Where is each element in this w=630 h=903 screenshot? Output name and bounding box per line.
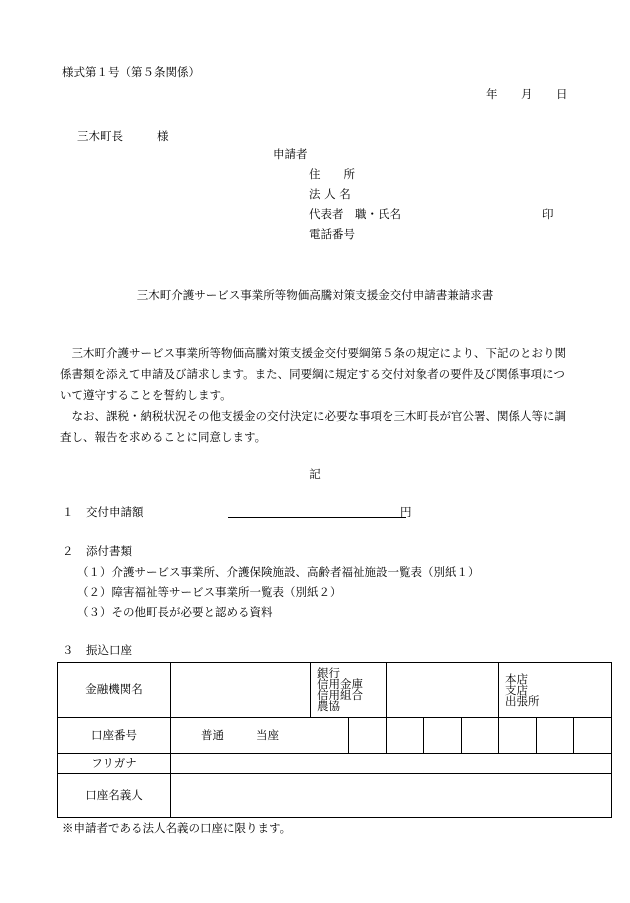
account-digit-5[interactable] [499,718,537,754]
footnote: ※申請者である法人名義の口座に限ります。 [62,821,292,835]
bank-type-shinkumi: 信用組合 [317,688,363,702]
account-number-row [58,718,612,754]
applicant-address-label: 住 所 [309,167,355,181]
account-type-current[interactable]: 当座 [256,727,279,742]
bank-type-nokyo: 農協 [317,699,340,713]
applicant-phone-label: 電話番号 [309,227,355,241]
bank-type-bank: 銀行 [317,666,340,680]
section1-label: 交付申請額 [86,505,144,519]
furigana-label: フリガナ [58,754,171,774]
ki-heading: 記 [309,467,321,481]
branch-type-options [499,663,612,718]
bank-name-row [58,663,612,718]
section2-number: ２ [62,544,74,558]
body-paragraph-2: なお、課税・納税状況その他支援金の交付決定に必要な事項を三木町長が官公署、関係人等に調査し、報告を求めることに同意します。 [60,409,566,444]
furigana-row [58,754,612,774]
date-year-label: 年 [486,87,498,101]
branch-type-branch: 支店 [505,682,529,697]
section1-unit: 円 [400,505,412,519]
account-digit-7[interactable] [574,718,612,754]
body-paragraph-1: 三木町介護サービス事業所等物価高騰対策支援金交付要綱第５条の規定により、下記のとおり関係書類を添えて申請及び請求します。また、同要綱に規定する交付対象者の要件及び関係事項について遵守することを誓約します。 [60,346,566,402]
date-day-label: 日 [556,87,568,101]
account-digit-6[interactable] [537,718,574,754]
applicant-heading: 申請者 [273,147,308,161]
form-number: 様式第１号（第５条関係） [62,65,200,79]
account-digit-1[interactable] [349,718,387,754]
account-number-label: 口座番号 [58,718,171,754]
holder-label: 口座名義人 [58,774,171,818]
account-type-regular[interactable]: 普通 [201,727,224,742]
attachment-item-3: （３）その他町長が必要と認める資料 [77,605,273,619]
holder-input[interactable] [171,774,612,818]
applicant-corp-label: 法 人 名 [309,187,351,201]
applicant-rep-label: 代表者 職・氏名 [309,207,401,221]
furigana-input[interactable] [171,754,612,774]
bank-type-shinkin: 信用金庫 [317,677,363,691]
account-digit-3[interactable] [424,718,462,754]
account-digit-4[interactable] [462,718,499,754]
document-title: 三木町介護サービス事業所等物価高騰対策支援金交付申請書兼請求書 [136,288,494,302]
section3-number: ３ [62,643,74,657]
branch-type-sub: 出張所 [505,693,540,708]
seal-mark: 印 [542,207,554,221]
amount-input-line[interactable] [228,517,406,518]
section3-label: 振込口座 [86,643,132,657]
branch-type-head: 本店 [505,671,529,686]
addressee-honorific: 様 [157,129,169,143]
attachment-item-2: （２）障害福祉等サービス事業所一覧表（別紙２） [77,585,342,599]
bank-name-label: 金融機関名 [58,663,171,718]
date-month-label: 月 [521,87,533,101]
section2-label: 添付書類 [86,544,132,558]
section1-number: １ [62,505,74,519]
addressee-name: 三木町長 [77,129,123,143]
attachment-item-1: （１）介護サービス事業所、介護保険施設、高齢者福祉施設一覧表（別紙１） [77,565,480,579]
bank-account-table [57,662,612,818]
account-digit-2[interactable] [387,718,424,754]
account-type-cell [171,718,349,754]
body-text [60,343,572,448]
bank-type-options [311,663,387,718]
bank-name-input[interactable] [171,663,311,718]
branch-name-input[interactable] [387,663,499,718]
holder-row [58,774,612,818]
